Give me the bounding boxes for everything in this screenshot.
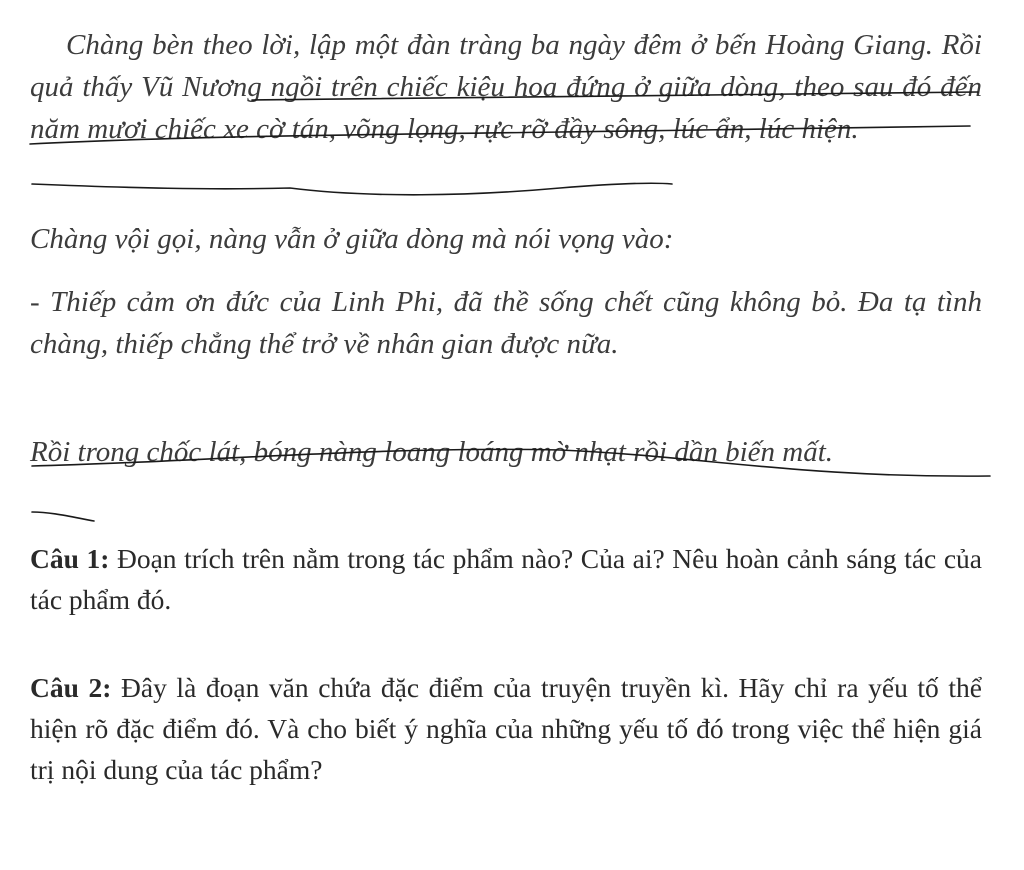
question-1 (30, 538, 982, 620)
question-2-label: Câu 2: (30, 672, 112, 703)
page-bottom-margin (0, 818, 1024, 870)
question-1-text: Đoạn trích trên nằm trong tác phẩm nào? Của ai? Nêu hoàn cảnh sáng tác của tác phẩm đó. (30, 543, 983, 615)
underline-stroke-5 (32, 512, 94, 521)
passage-paragraph-2: Chàng vội gọi, nàng vẫn ở giữa dòng mà nói vọng vào: (30, 223, 674, 255)
passage-paragraph-4: Rồi trong chốc lát, bóng nàng loang loáng mờ nhạt rồi dần biến mất. (30, 436, 834, 468)
question-2 (30, 667, 982, 790)
question-1-label: Câu 1: (30, 543, 110, 574)
passage-paragraph-1: Chàng bèn theo lời, lập một đàn tràng ba ngày đêm ở bến Hoàng Giang. Rồi quả thấy Vũ Nương ngồi trên chiếc kiệu hoa đứng ở giữa dòng, theo sau đó đến năm mươi chiếc xe cờ tán, võng lọng, rực rỡ đầy sông, lúc ẩn, lúc hiện. (30, 29, 982, 145)
question-2-text: Đây là đoạn văn chứa đặc điểm của truyện truyền kì. Hãy chỉ ra yếu tố thể hiện rõ đặc điểm đó. Và cho biết ý nghĩa của những yếu tố đó trong việc thể hiện giá trị nội dung của tác phẩm? (30, 672, 983, 785)
passage-paragraph-3: - Thiếp cảm ơn đức của Linh Phi, đã thề sống chết cũng không bỏ. Đa tạ tình chàng, thiếp chẳng thể trở về nhân gian được nữa. (30, 286, 982, 360)
underline-stroke-3 (32, 183, 672, 195)
